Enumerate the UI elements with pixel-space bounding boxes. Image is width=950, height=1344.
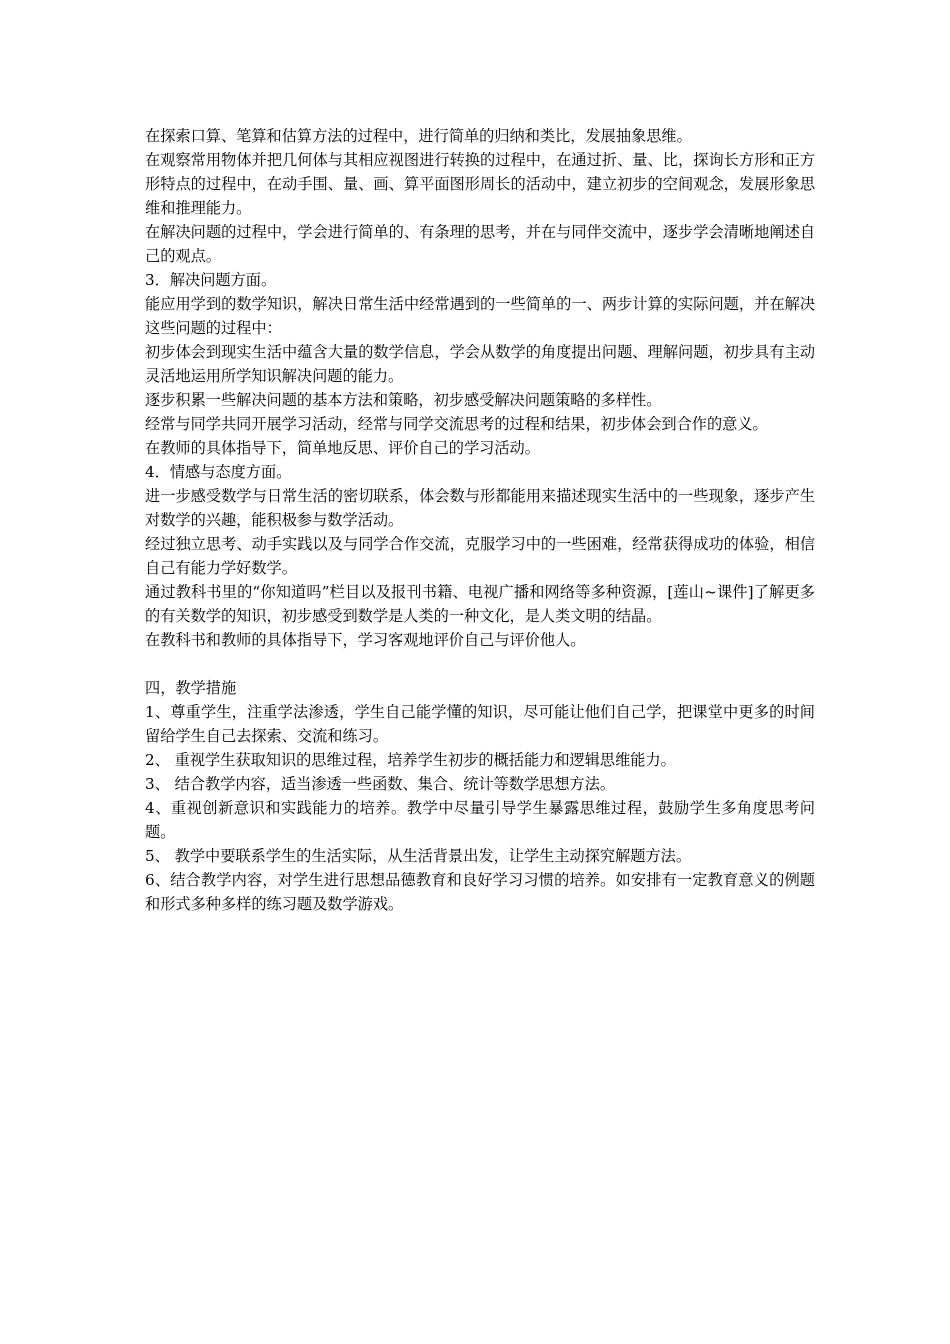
paragraph: 在探索口算、笔算和估算方法的过程中，进行简单的归纳和类比，发展抽象思维。 <box>145 127 692 145</box>
paragraph: 经过独立思考、动手实践以及与同学合作交流，克服学习中的一些困难，经常获得成功的体验，相信自己有能力学好数学。 <box>145 535 815 577</box>
measure-item: 2、 重视学生获取知识的思维过程，培养学生初步的概括能力和逻辑思维能力。 <box>145 751 676 769</box>
paragraph: 通过教科书里的“你知道吗”栏目以及报刊书籍、电视广播和网络等多种资源，[莲山~课件]了解更多的有关数学的知识，初步感受到数学是人类的一种文化，是人类文明的结晶。 <box>145 583 815 625</box>
paragraph: 在观察常用物体并把几何体与其相应视图进行转换的过程中，在通过折、量、比，探询长方形和正方形特点的过程中，在动手围、量、画、算平面图形周长的活动中，建立初步的空间观念，发展形象思维和推理能力。 <box>145 151 815 217</box>
measure-item: 5、 教学中要联系学生的生活实际，从生活背景出发，让学生主动探究解题方法。 <box>145 847 692 865</box>
measure-item: 1、尊重学生，注重学法渗透，学生自己能学懂的知识，尽可能让他们自己学，把课堂中更多的时间留给学生自己去探索、交流和练习。 <box>145 703 815 745</box>
paragraph: 在教师的具体指导下，简单地反思、评价自己的学习活动。 <box>145 439 540 457</box>
section-heading: 4．情感与态度方面。 <box>145 463 292 481</box>
section-heading: 3．解决问题方面。 <box>145 271 277 289</box>
blank-line <box>145 652 815 676</box>
document-body <box>145 124 815 916</box>
paragraph: 初步体会到现实生活中蕴含大量的数学信息，学会从数学的角度提出问题、理解问题，初步具有主动灵活地运用所学知识解决问题的能力。 <box>145 343 815 385</box>
paragraph: 经常与同学共同开展学习活动，经常与同学交流思考的过程和结果，初步体会到合作的意义。 <box>145 415 768 433</box>
section-title: 四，教学措施 <box>145 679 237 697</box>
paragraph: 逐步积累一些解决问题的基本方法和策略，初步感受解决问题策略的多样性。 <box>145 391 662 409</box>
paragraph: 能应用学到的数学知识，解决日常生活中经常遇到的一些简单的一、两步计算的实际问题，并在解决这些问题的过程中： <box>145 295 815 337</box>
paragraph: 进一步感受数学与日常生活的密切联系，体会数与形都能用来描述现实生活中的一些现象，逐步产生对数学的兴趣，能积极参与数学活动。 <box>145 487 815 529</box>
measure-item: 4、重视创新意识和实践能力的培养。教学中尽量引导学生暴露思维过程，鼓励学生多角度思考问题。 <box>145 799 815 841</box>
measure-item: 6、结合教学内容，对学生进行思想品德教育和良好学习习惯的培养。如安排有一定教育意义的例题和形式多种多样的练习题及数学游戏。 <box>145 871 815 913</box>
paragraph: 在教科书和教师的具体指导下，学习客观地评价自己与评价他人。 <box>145 631 586 649</box>
paragraph: 在解决问题的过程中，学会进行简单的、有条理的思考，并在与同伴交流中，逐步学会清晰地阐述自己的观点。 <box>145 223 815 265</box>
measure-item: 3、 结合教学内容，适当渗透一些函数、集合、统计等数学思想方法。 <box>145 775 616 793</box>
